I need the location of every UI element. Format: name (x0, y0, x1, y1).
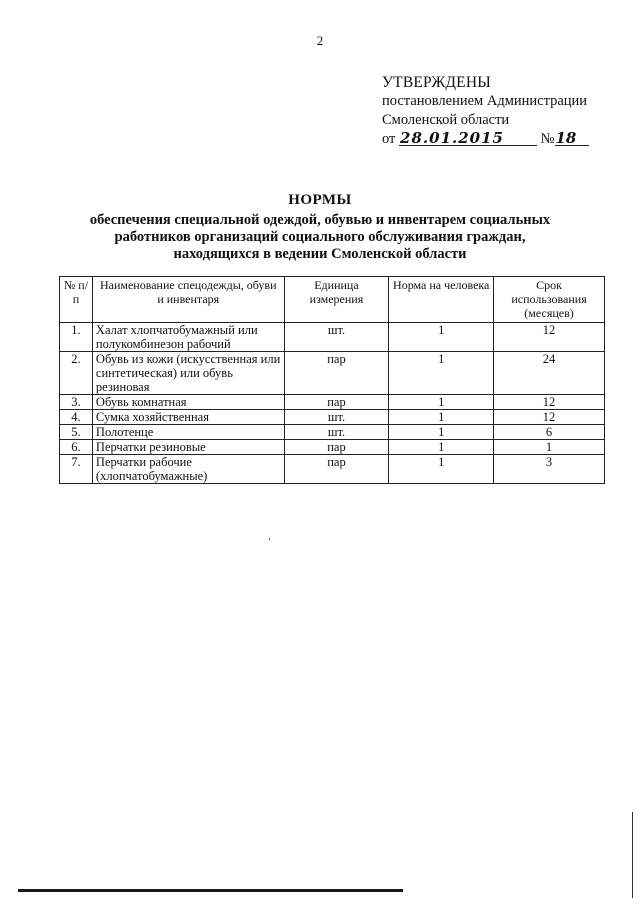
row-term: 12 (494, 323, 605, 352)
row-term: 12 (494, 395, 605, 410)
date-prefix: от (382, 131, 396, 147)
scan-speck (269, 538, 270, 540)
approval-line-2: Смоленской области (382, 112, 510, 128)
row-unit: пар (284, 395, 389, 410)
number-prefix: № (540, 131, 555, 147)
table-row (60, 323, 605, 352)
row-item-name: Перчатки резиновые (92, 440, 284, 455)
approval-date-line (382, 130, 622, 149)
row-term: 6 (494, 425, 605, 440)
row-norm: 1 (389, 410, 494, 425)
document-title: НОРМЫ (288, 192, 352, 208)
table-row (60, 455, 605, 484)
table-row (60, 440, 605, 455)
row-number: 7. (60, 455, 93, 484)
header-number: № п/п (60, 277, 93, 323)
header-name: Наименование спецодежды, обуви и инвентаря (92, 277, 284, 323)
row-item-name: Халат хлопчатобумажный или полукомбинезон рабочий (92, 323, 284, 352)
norms-table (59, 276, 605, 484)
row-unit: шт. (284, 323, 389, 352)
row-number: 2. (60, 352, 93, 395)
row-unit: шт. (284, 425, 389, 440)
bottom-scan-rule (18, 889, 403, 892)
approval-block (382, 73, 622, 149)
approval-heading: УТВЕРЖДЕНЫ (382, 74, 491, 91)
header-norm: Норма на человека (389, 277, 494, 323)
row-term: 24 (494, 352, 605, 395)
table-row (60, 410, 605, 425)
header-term: Срок использования (месяцев) (494, 277, 605, 323)
row-norm: 1 (389, 440, 494, 455)
row-unit: пар (284, 455, 389, 484)
scan-edge-mark (632, 812, 633, 898)
page-number: 2 (316, 33, 324, 48)
row-unit: пар (284, 352, 389, 395)
row-norm: 1 (389, 455, 494, 484)
row-number: 5. (60, 425, 93, 440)
row-number: 1. (60, 323, 93, 352)
document-title-block (80, 192, 560, 263)
row-number: 6. (60, 440, 93, 455)
row-item-name: Обувь из кожи (искусственная или синтетическая) или обувь резиновая (92, 352, 284, 395)
row-unit: шт. (284, 410, 389, 425)
handwritten-date: 28.01.2015 (399, 131, 537, 146)
row-norm: 1 (389, 323, 494, 352)
header-unit: Единица измерения (284, 277, 389, 323)
document-subtitle: обеспечения специальной одеждой, обувью и инвентарем социальных работников организаций социального обслуживания граждан, находящихся в ведении Смоленской области (89, 212, 551, 262)
row-term: 3 (494, 455, 605, 484)
table-row (60, 352, 605, 395)
table-row (60, 425, 605, 440)
handwritten-number: 18 (555, 131, 589, 146)
row-norm: 1 (389, 395, 494, 410)
row-term: 12 (494, 410, 605, 425)
row-norm: 1 (389, 352, 494, 395)
row-number: 3. (60, 395, 93, 410)
approval-line-1: постановлением Администрации (382, 93, 588, 109)
row-item-name: Обувь комнатная (92, 395, 284, 410)
row-norm: 1 (389, 425, 494, 440)
row-item-name: Сумка хозяйственная (92, 410, 284, 425)
table-header-row (60, 277, 605, 323)
row-item-name: Полотенце (92, 425, 284, 440)
row-number: 4. (60, 410, 93, 425)
table-row (60, 395, 605, 410)
row-term: 1 (494, 440, 605, 455)
row-unit: пар (284, 440, 389, 455)
row-item-name: Перчатки рабочие (хлопчатобумажные) (92, 455, 284, 484)
